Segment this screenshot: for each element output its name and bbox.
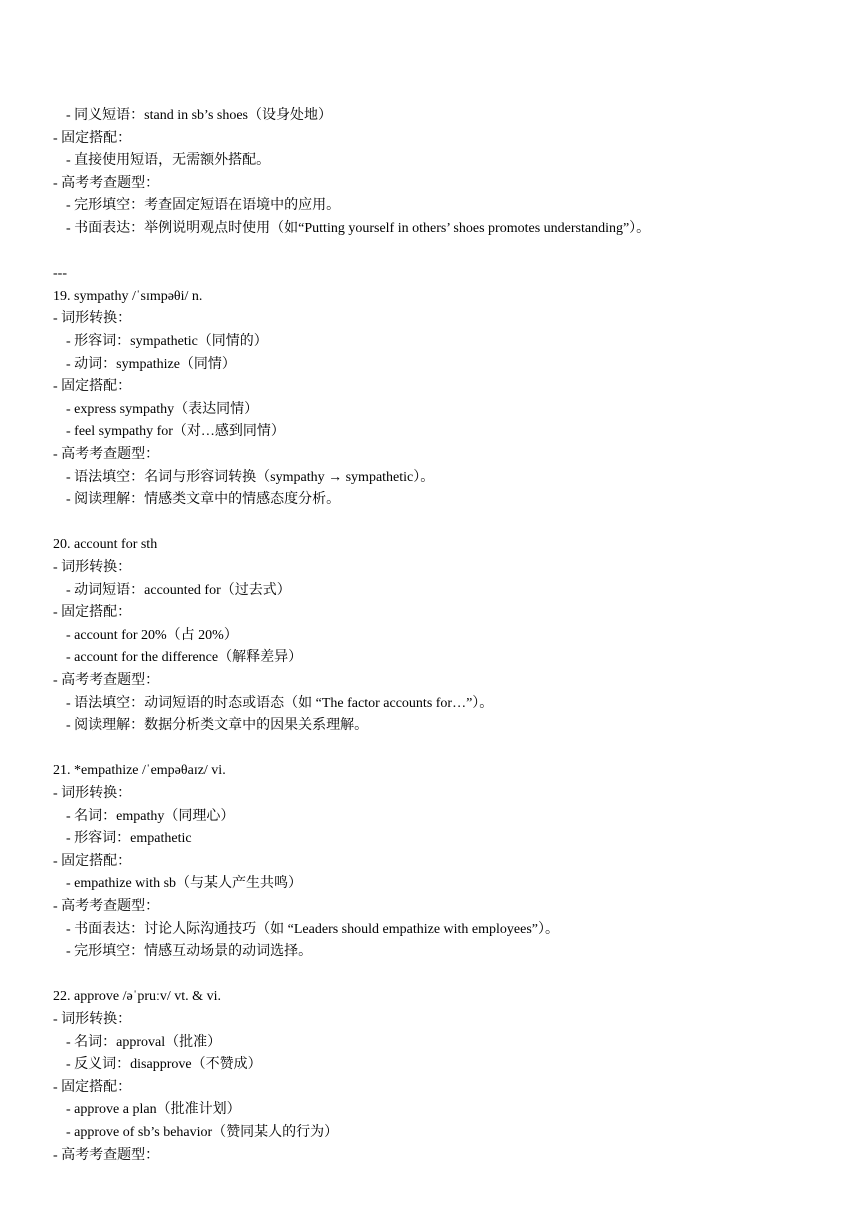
text-line: - 高考考查题型： [53,1147,160,1163]
text-line: - 高考考查题型： [53,673,160,688]
text-line: - 高考考查题型： [53,447,160,462]
text-line: - approve of sb’s behavior（赞同某人的行为） [66,1125,339,1140]
text-line: - 词形转换： [53,786,132,801]
text-line: - 名词：empathy（同理心） [66,808,235,824]
text-line: - 高考考查题型： [53,175,160,191]
text-line: - 动词短语：accounted for（过去式） [66,582,291,598]
text-line: - 固定搭配： [53,853,132,869]
text-line: - 形容词：empathetic [66,831,192,847]
text-line: - 语法填空：动词短语的时态或语态（如 “The factor accounts for…”）。 [66,695,494,711]
text-line: - 完形填空：情感互动场景的动词选择。 [66,944,313,960]
text-line: - feel sympathy for（对…感到同情） [66,424,285,440]
text-line: - 固定搭配： [53,1079,132,1095]
text-line: 19. sympathy /ˈsɪmpəθi/ n. [53,288,203,304]
text-line: - 动词：sympathize（同情） [66,356,236,372]
text-line: - express sympathy（表达同情） [66,401,259,417]
text-line: - 书面表达：讨论人际沟通技巧（如 “Leaders should empathize with employees”）。 [66,921,560,937]
text-line: - 书面表达：举例说明观点时使用（如“Putting yourself in others’ shoes promotes understanding”）。 [66,221,651,236]
text-line: - 直接使用短语，无需额外搭配。 [66,153,271,169]
text-line: - 固定搭配： [53,605,132,621]
text-line: - 阅读理解：数据分析类文章中的因果关系理解。 [66,718,369,734]
text-line: - empathize with sb（与某人产生共鸣） [66,876,303,892]
text-line: --- [53,266,67,282]
text-line: - account for 20%（占 20%） [66,627,238,643]
text-line: - 固定搭配： [53,130,132,146]
text-line: - 完形填空：考查固定短语在语境中的应用。 [66,198,341,214]
text-line: - 高考考查题型： [53,899,160,914]
text-line: - approve a plan（批准计划） [66,1102,241,1118]
text-line: - 同义短语：stand in sb’s shoes（设身处地） [66,108,332,123]
text-line: 22. approve /əˈpruːv/ vt. & vi. [53,989,221,1005]
text-line: 20. account for sth [53,537,158,553]
text-line: - 语法填空：名词与形容词转换（sympathy → sympathetic）。 [66,469,435,485]
text-line: - 形容词：sympathetic（同情的） [66,334,268,349]
text-line: - 词形转换： [53,560,132,575]
text-line: - 词形转换： [53,1012,132,1027]
text-line: - 名词：approval（批准） [66,1034,222,1050]
text-line: - 词形转换： [53,311,132,327]
text-line: 21. *empathize /ˈempəθaɪz/ vi. [53,763,226,779]
text-line: - account for the difference（解释差异） [66,650,303,666]
text-line: - 反义词：disapprove（不赞成） [66,1057,262,1073]
text-line: - 固定搭配： [53,379,132,395]
text-line: - 阅读理解：情感类文章中的情感态度分析。 [66,492,341,508]
